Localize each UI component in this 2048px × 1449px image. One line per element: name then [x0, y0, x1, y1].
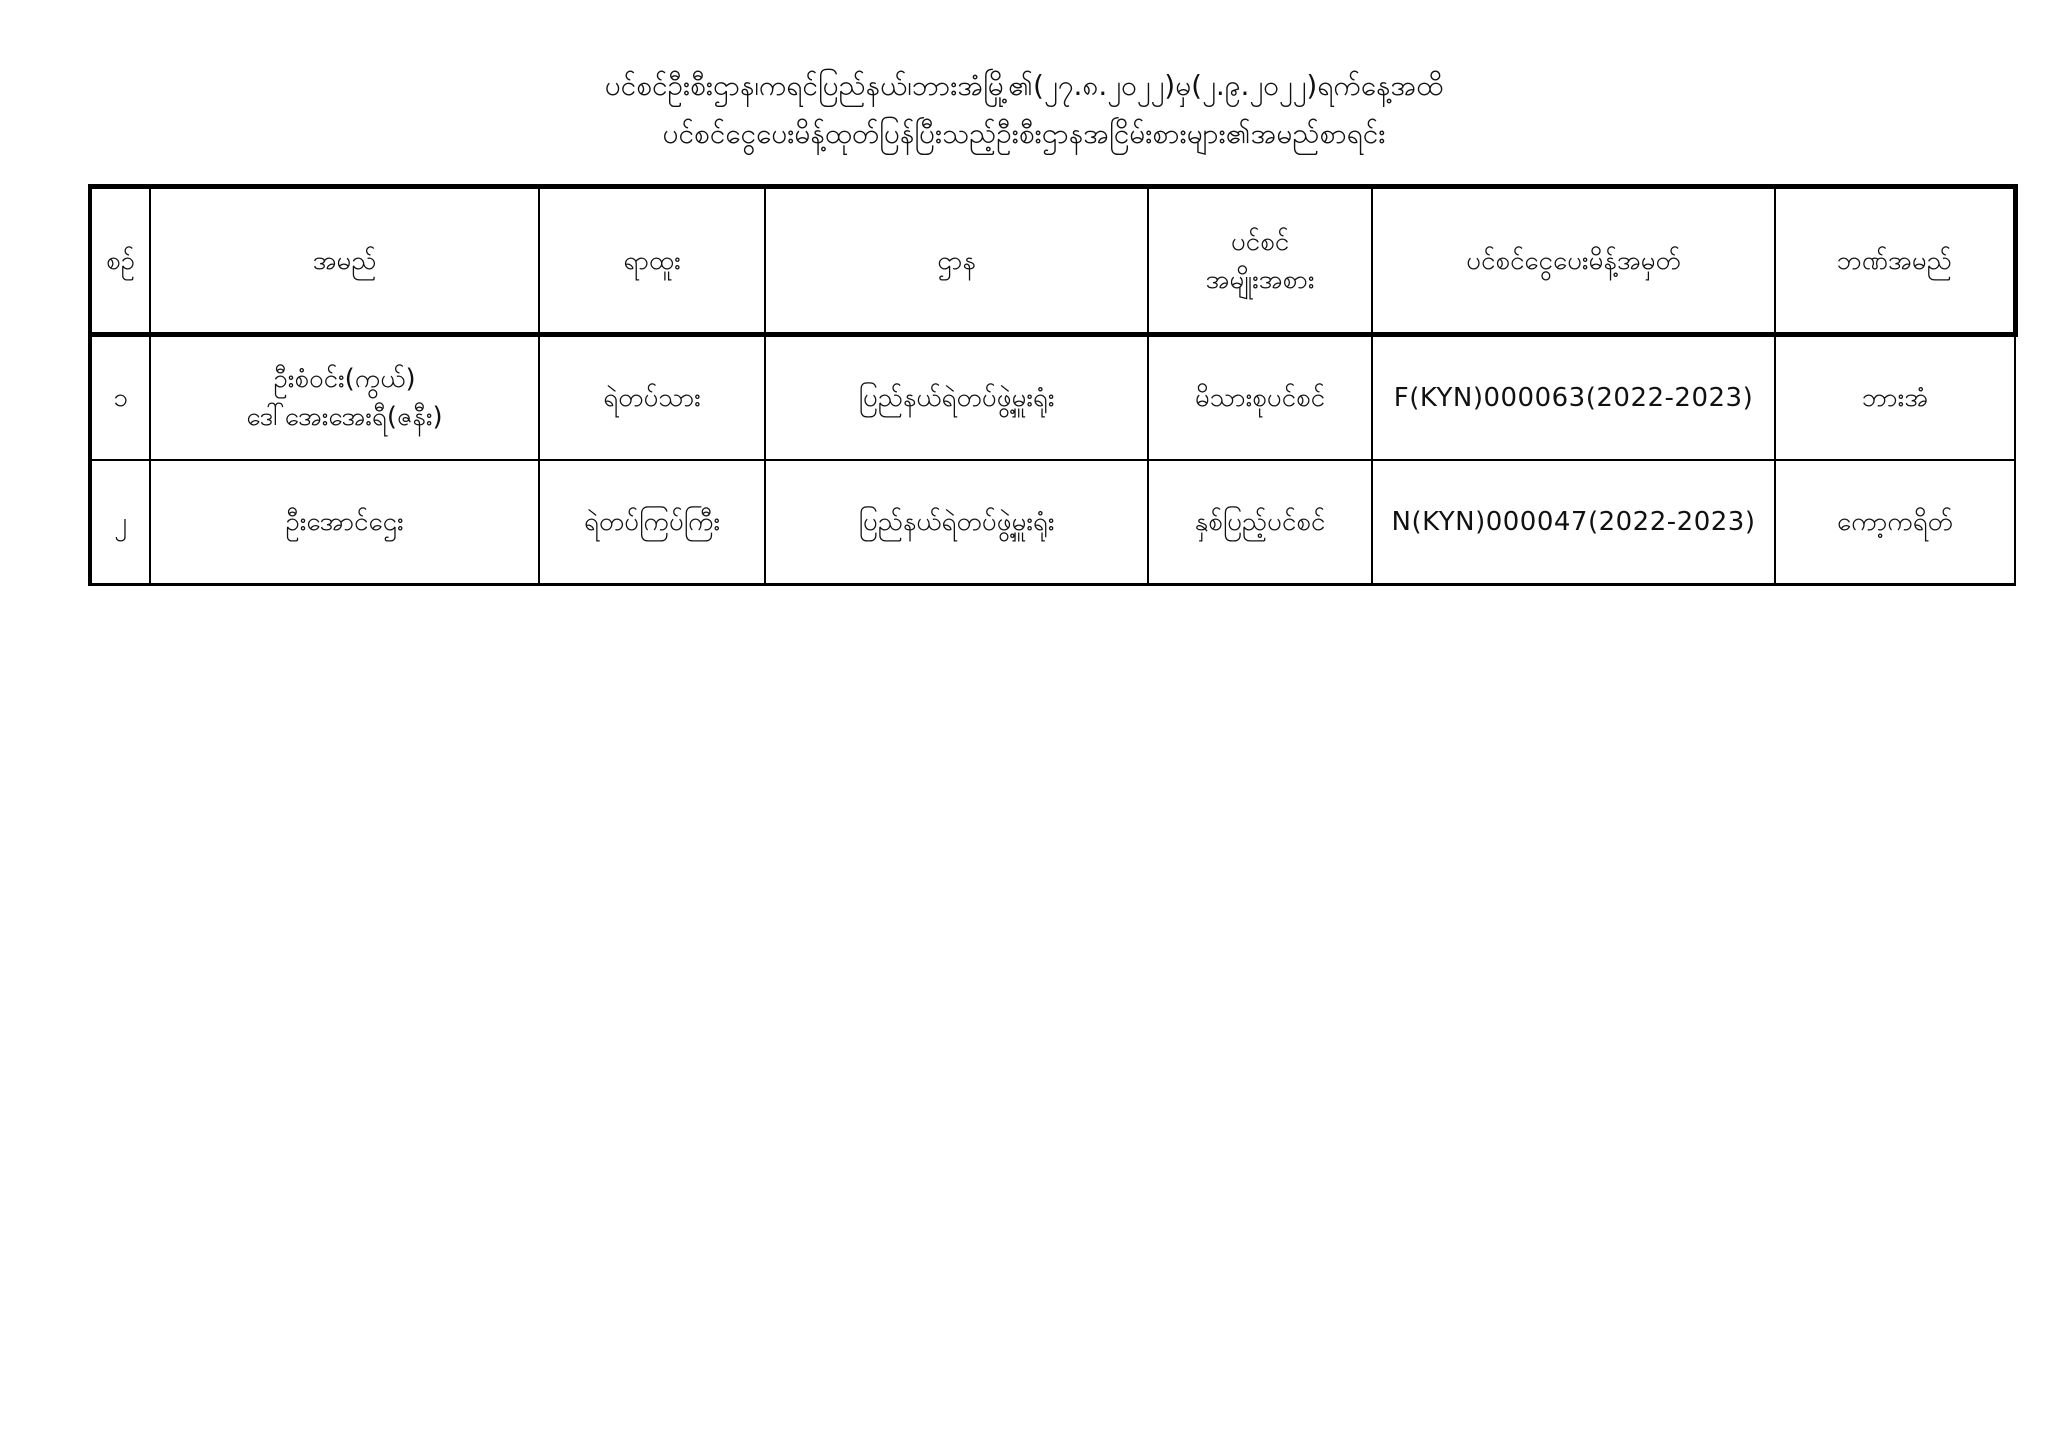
row-pension-type: နှစ်ပြည့်ပင်စင်	[1148, 460, 1372, 585]
header-department: ဌာန	[765, 187, 1148, 335]
table-row	[90, 335, 2015, 460]
row-name-line-1: ဦးစံဝင်း(ကွယ်)	[273, 363, 416, 394]
row-rank: ရဲတပ်သား	[539, 335, 765, 460]
header-pension-type	[1148, 187, 1372, 335]
row-order-number: N(KYN)000047(2022-2023)	[1372, 460, 1775, 585]
row-treasury: ကော့ကရိတ်	[1775, 460, 2015, 585]
row-order-number: F(KYN)000063(2022-2023)	[1372, 335, 1775, 460]
header-name: အမည်	[150, 187, 539, 335]
header-order-number: ပင်စင်ငွေပေးမိန့်အမှတ်	[1372, 187, 1775, 335]
row-treasury: ဘားအံ	[1775, 335, 2015, 460]
document-title-line-2: ပင်စင်ငွေပေးမိန့်ထုတ်ပြန်ပြီးသည့်ဦးစီးဌာနအငြိမ်းစားများ၏အမည်စာရင်း	[662, 117, 1386, 150]
header-pension-type-line-1: ပင်စင်	[1230, 226, 1290, 257]
row-name-line-2: ဒေါ်အေးအေးရီ(ဇနီး)	[246, 401, 443, 432]
table-header-row	[90, 187, 2015, 335]
header-treasury: ဘဏ်အမည်	[1775, 187, 2015, 335]
row-department: ပြည်နယ်ရဲတပ်ဖွဲ့မှူးရုံး	[765, 460, 1148, 585]
header-pension-type-line-2: အမျိုးအစား	[1205, 264, 1315, 295]
pension-records-table	[88, 184, 2018, 586]
row-no: ၂	[90, 460, 150, 585]
header-rank: ရာထူး	[539, 187, 765, 335]
header-no: စဉ်	[90, 187, 150, 335]
row-pension-type: မိသားစုပင်စင်	[1148, 335, 1372, 460]
table-row	[90, 460, 2015, 585]
row-rank: ရဲတပ်ကြပ်ကြီး	[539, 460, 765, 585]
row-name	[150, 335, 539, 460]
document-title-line-1: ပင်စင်ဦးစီးဌာန၊ကရင်ပြည်နယ်၊ဘားအံမြို့၏(၂၇.၈.၂၀၂၂)မှ(၂.၉.၂၀၂၂)ရက်နေ့အထိ	[604, 69, 1444, 102]
row-name: ဦးအောင်ဌေး	[150, 460, 539, 585]
row-department: ပြည်နယ်ရဲတပ်ဖွဲ့မှူးရုံး	[765, 335, 1148, 460]
row-no: ၁	[90, 335, 150, 460]
